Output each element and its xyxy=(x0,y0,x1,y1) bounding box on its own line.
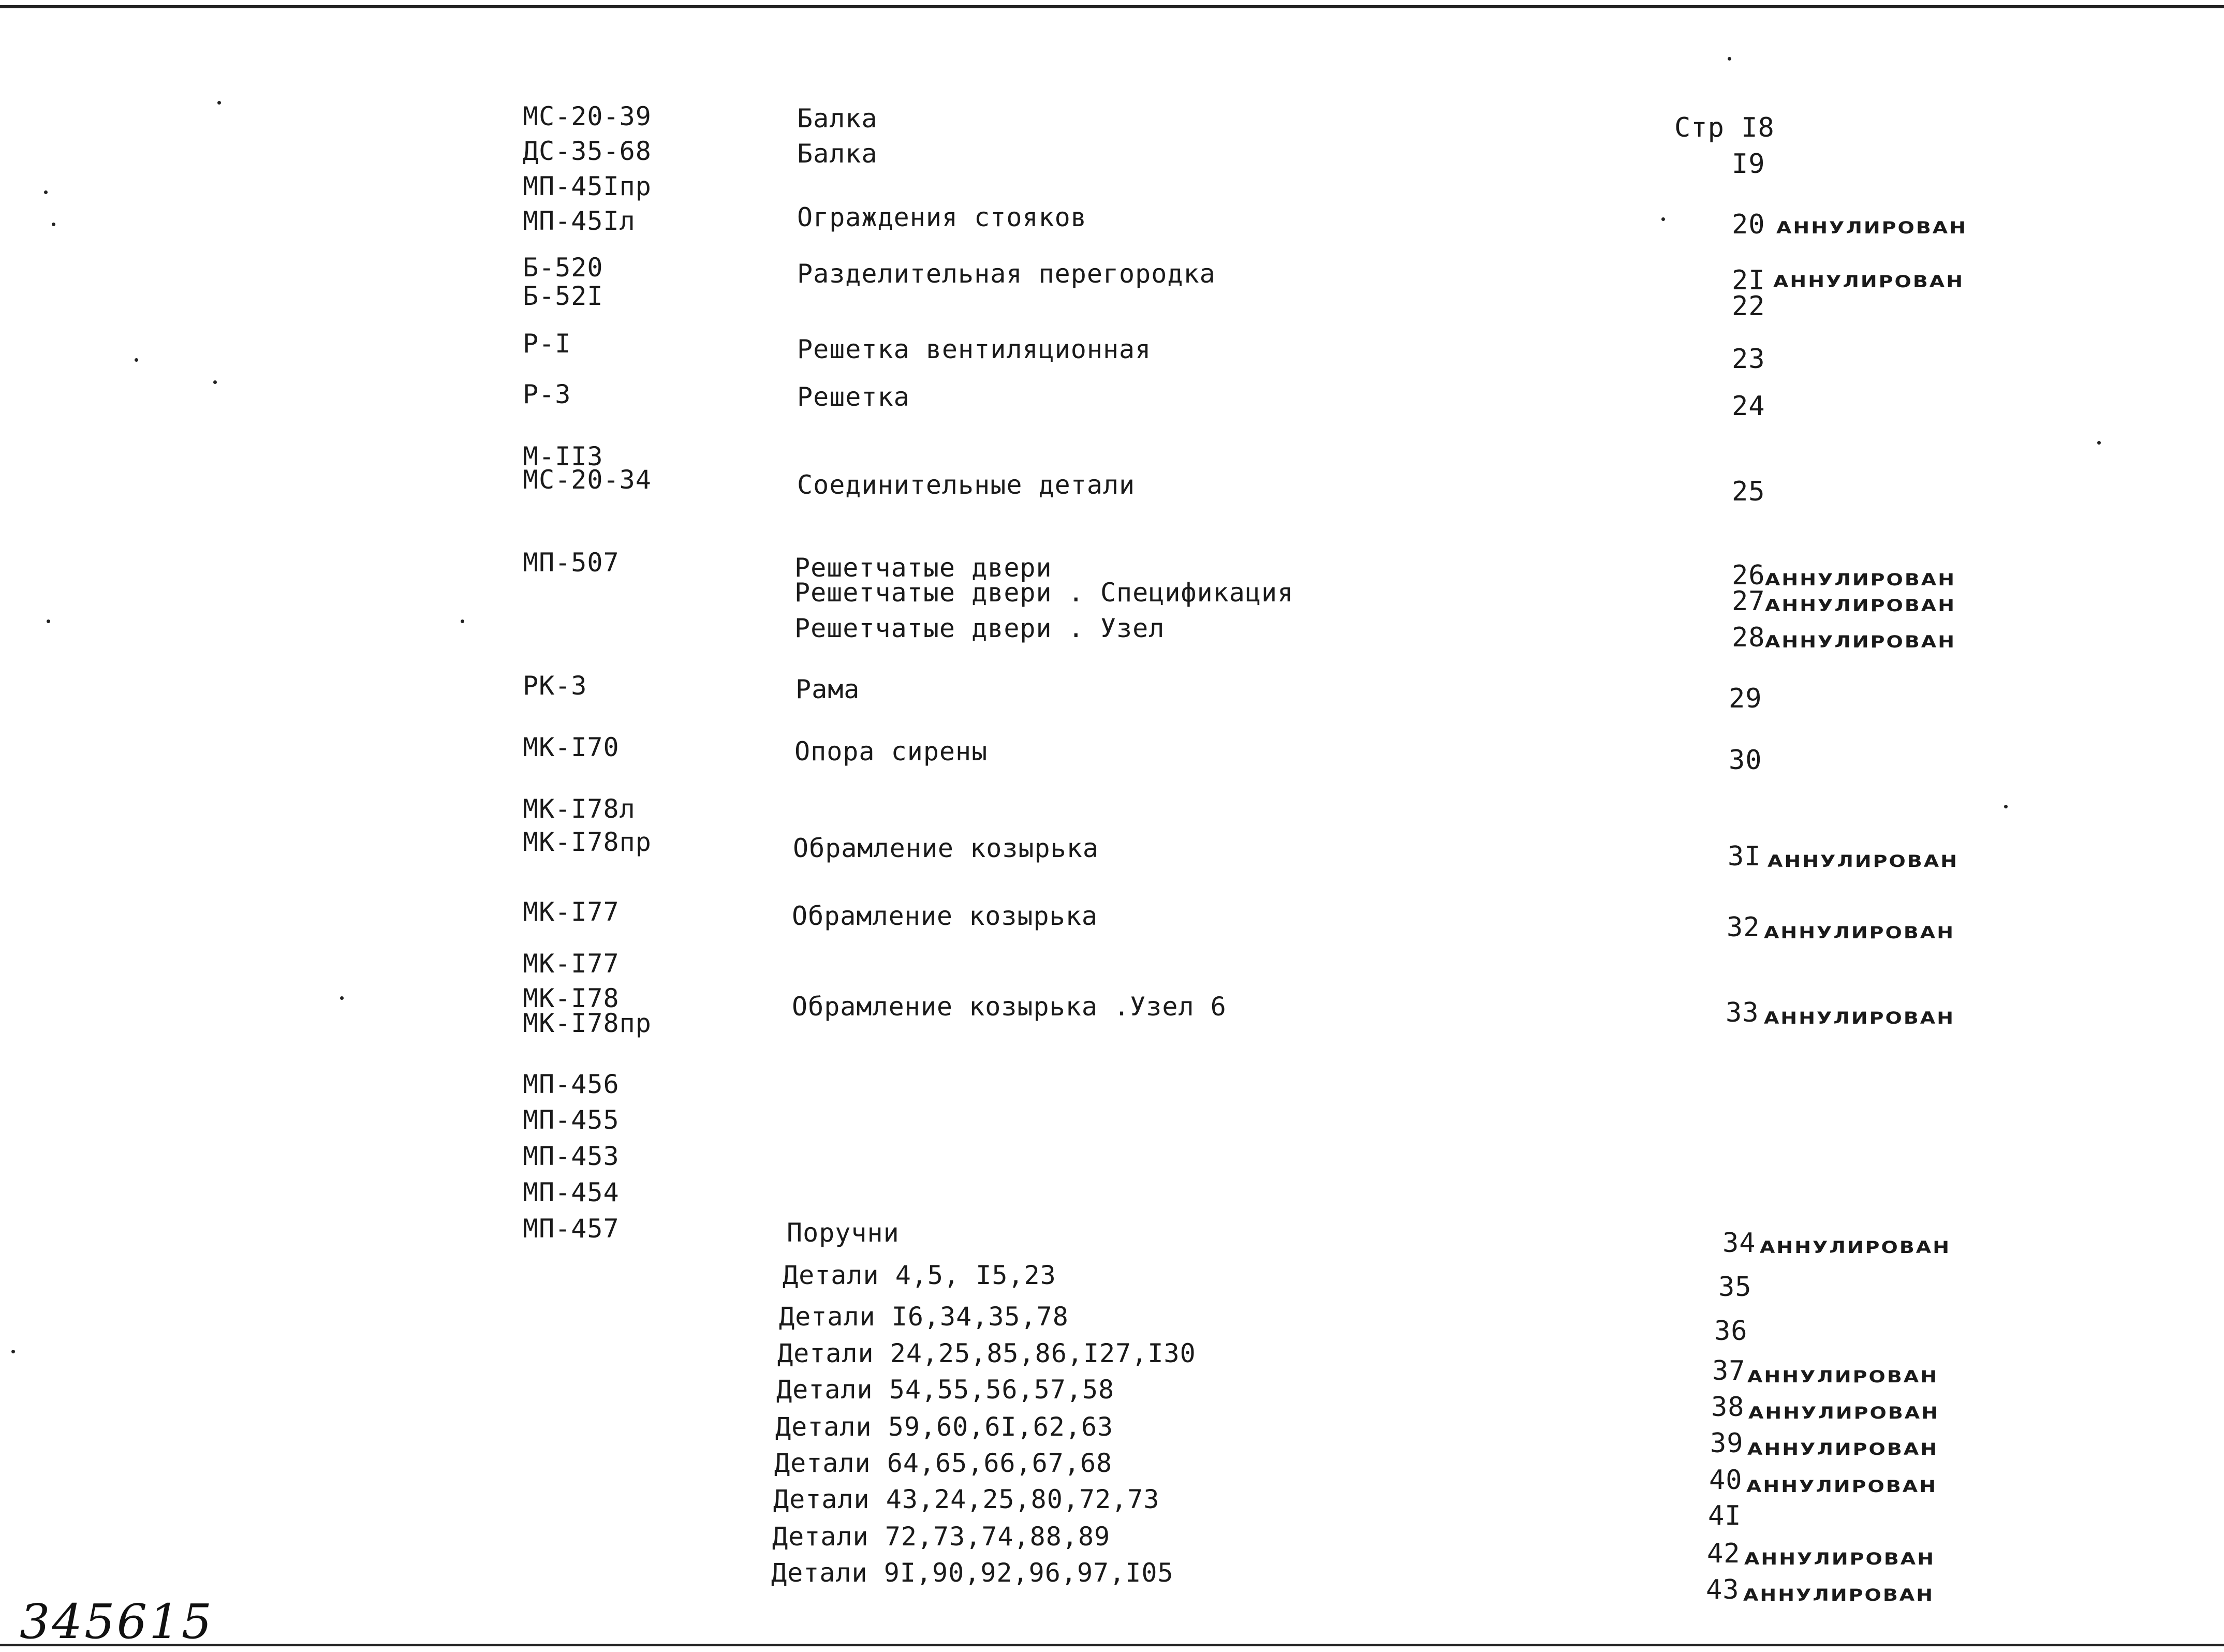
annulled-stamp: АННУЛИРОВАН xyxy=(1773,272,1965,291)
item-code: МП-454 xyxy=(523,1177,620,1207)
item-name: Детали 54,55,56,57,58 xyxy=(776,1375,1115,1405)
item-name: Балка xyxy=(797,104,878,134)
item-name: Решетка вентиляционная xyxy=(797,334,1152,364)
item-name: Детали 43,24,25,80,72,73 xyxy=(773,1484,1160,1514)
item-code: МП-45Iл xyxy=(523,206,636,236)
item-name: Обрамление козырька .Узел 6 xyxy=(792,992,1227,1022)
annulled-stamp: АННУЛИРОВАН xyxy=(1760,1237,1951,1257)
item-code: Р-3 xyxy=(523,379,571,409)
annulled-stamp: АННУЛИРОВАН xyxy=(1747,1367,1939,1387)
item-page: 20 xyxy=(1732,209,1765,240)
item-page: 4I xyxy=(1708,1500,1742,1531)
annulled-stamp: АННУЛИРОВАН xyxy=(1765,596,1956,615)
scan-speck xyxy=(2004,805,2008,808)
item-name: Решетчатые двери xyxy=(794,553,1052,583)
scan-speck xyxy=(213,380,217,384)
item-page: 30 xyxy=(1729,745,1762,776)
item-page: 28 xyxy=(1732,622,1765,653)
annulled-stamp: АННУЛИРОВАН xyxy=(1765,570,1956,589)
item-code: МП-45Iпр xyxy=(523,171,652,201)
top-border-line xyxy=(0,5,2224,8)
item-page: 32 xyxy=(1727,912,1760,943)
annulled-stamp: АННУЛИРОВАН xyxy=(1764,923,1955,942)
item-name: Детали 9I,90,92,96,97,I05 xyxy=(771,1558,1174,1588)
item-code: МП-507 xyxy=(523,548,620,578)
item-page: 29 xyxy=(1729,683,1762,714)
item-page: 36 xyxy=(1714,1316,1748,1347)
item-code: Б-52I xyxy=(523,281,603,311)
item-page: I9 xyxy=(1732,149,1765,180)
item-code: МП-456 xyxy=(523,1069,620,1099)
item-page: 22 xyxy=(1732,291,1765,322)
item-name: Детали 64,65,66,67,68 xyxy=(774,1448,1113,1478)
item-name: Детали 24,25,85,86,I27,I30 xyxy=(777,1338,1196,1368)
item-page: 3I xyxy=(1728,841,1761,872)
bottom-border-line xyxy=(0,1644,2224,1646)
item-name: Рама xyxy=(796,674,860,704)
item-code: МП-457 xyxy=(523,1214,620,1244)
scan-speck xyxy=(1728,57,1731,61)
item-name: Детали 4,5, I5,23 xyxy=(783,1260,1056,1290)
item-code: ДС-35-68 xyxy=(523,136,652,166)
item-name: Разделительная перегородка xyxy=(797,259,1216,289)
item-code: МС-20-39 xyxy=(523,101,652,131)
item-name: Детали 72,73,74,88,89 xyxy=(772,1522,1111,1552)
item-name: Балка xyxy=(797,139,878,169)
item-code: Б-520 xyxy=(523,253,603,283)
item-name: Решетка xyxy=(797,382,910,412)
item-page: 43 xyxy=(1706,1574,1740,1605)
item-code: МК-I78л xyxy=(523,794,636,824)
item-name: Обрамление козырька xyxy=(792,901,1098,931)
item-page: 2I xyxy=(1732,265,1765,296)
item-code: Р-I xyxy=(523,329,571,359)
annulled-stamp: АННУЛИРОВАН xyxy=(1747,1439,1939,1459)
annulled-stamp: АННУЛИРОВАН xyxy=(1746,1477,1938,1496)
item-code: МК-I78пр xyxy=(523,827,652,857)
item-page: 37 xyxy=(1712,1355,1746,1387)
scan-speck xyxy=(2097,441,2101,445)
item-name: Детали I6,34,35,78 xyxy=(779,1302,1069,1332)
item-page: 35 xyxy=(1718,1272,1752,1303)
scan-speck xyxy=(1661,217,1665,221)
item-page: 33 xyxy=(1726,997,1759,1028)
item-page: 27 xyxy=(1732,586,1765,617)
scan-speck xyxy=(217,101,221,105)
item-page: 26 xyxy=(1732,560,1765,591)
item-page: 24 xyxy=(1732,391,1765,422)
item-code: МК-I78 xyxy=(523,983,620,1013)
annulled-stamp: АННУЛИРОВАН xyxy=(1764,1008,1955,1028)
item-name: Детали 59,60,6I,62,63 xyxy=(775,1412,1114,1442)
item-code: РК-3 xyxy=(523,671,587,701)
item-name: Поручни xyxy=(787,1218,900,1248)
annulled-stamp: АННУЛИРОВАН xyxy=(1748,1403,1940,1423)
item-code: МП-455 xyxy=(523,1105,620,1135)
annulled-stamp: АННУЛИРОВАН xyxy=(1743,1585,1935,1605)
item-page: 38 xyxy=(1711,1392,1745,1423)
scan-speck xyxy=(52,223,55,226)
item-code: МК-I77 xyxy=(523,897,620,927)
scan-speck xyxy=(44,190,48,194)
item-page: 25 xyxy=(1732,476,1765,507)
item-code: МП-453 xyxy=(523,1141,620,1171)
annulled-stamp: АННУЛИРОВАН xyxy=(1765,632,1956,652)
item-page: 39 xyxy=(1710,1428,1744,1459)
item-page: 23 xyxy=(1732,344,1765,375)
scan-speck xyxy=(47,620,50,623)
item-code: МК-I78пр xyxy=(523,1008,652,1038)
item-page: 34 xyxy=(1722,1228,1756,1259)
scan-speck xyxy=(461,620,464,623)
annulled-stamp: АННУЛИРОВАН xyxy=(1744,1549,1936,1569)
item-page: 42 xyxy=(1707,1538,1741,1569)
scan-speck xyxy=(340,996,344,1000)
item-code: МК-I77 xyxy=(523,949,620,979)
item-name: Решетчатые двери . Узел xyxy=(794,613,1165,643)
item-name: Опора сирены xyxy=(794,736,988,766)
scan-speck xyxy=(135,358,138,362)
item-name: Ограждения стояков xyxy=(797,202,1087,232)
handwritten-number: 345615 xyxy=(20,1594,214,1649)
page-header-label: Стр I8 xyxy=(1674,112,1775,143)
item-name: Решетчатые двери . Спецификация xyxy=(794,578,1294,608)
item-code: М-II3 xyxy=(523,441,603,471)
annulled-stamp: АННУЛИРОВАН xyxy=(1776,218,1968,238)
item-code: МС-20-34 xyxy=(523,465,652,495)
item-code: МК-I70 xyxy=(523,732,620,762)
annulled-stamp: АННУЛИРОВАН xyxy=(1768,851,1959,871)
item-page: 40 xyxy=(1709,1465,1743,1496)
item-name: Соединительные детали xyxy=(797,470,1136,500)
item-name: Обрамление козырька xyxy=(793,833,1099,863)
scan-speck xyxy=(11,1350,15,1353)
